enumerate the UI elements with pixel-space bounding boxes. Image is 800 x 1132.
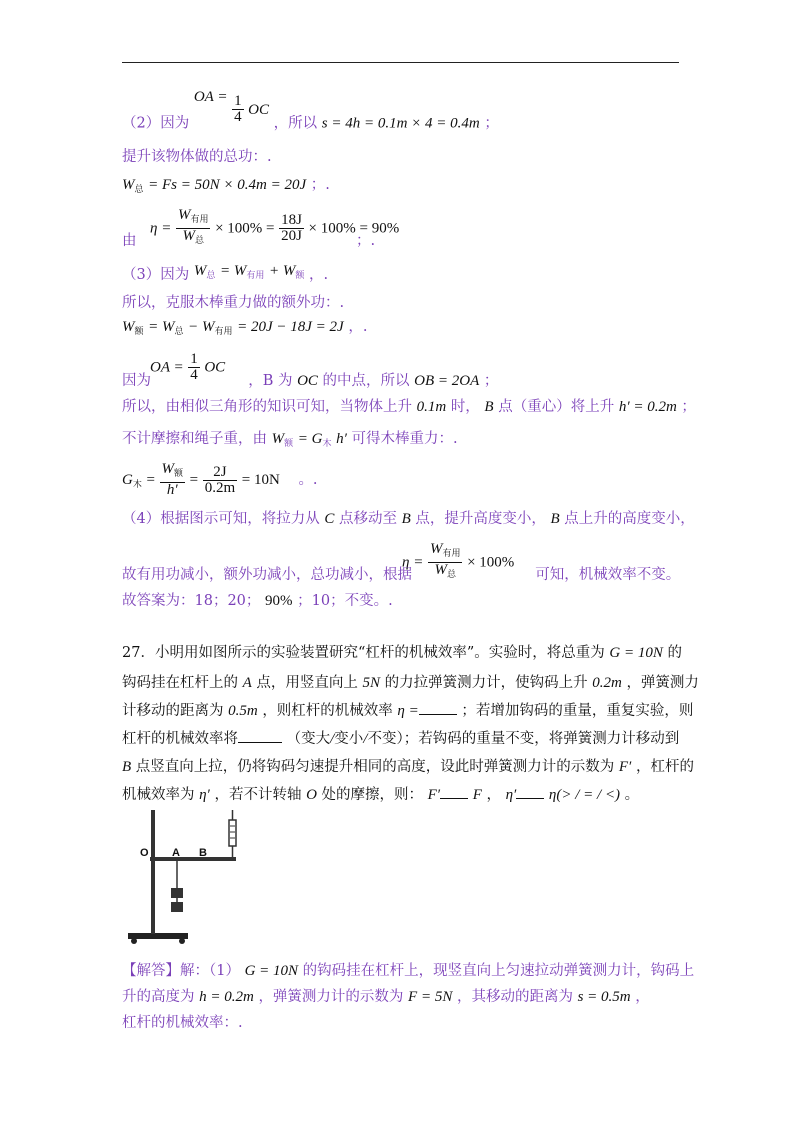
blank-4[interactable] <box>516 798 544 799</box>
g-sub: 木 <box>322 439 332 449</box>
rise1: 0.1m <box>416 399 447 415</box>
p4-den-sub: 总 <box>446 570 456 580</box>
eq-rhs: = W <box>219 263 247 279</box>
similar-a: 所以，由相似三角形的知识可知，当物体上升 <box>122 399 412 415</box>
label-b: B <box>199 847 207 859</box>
q27-f2: F <box>472 787 482 803</box>
q27-l5a: 点竖直向上拉，仍将钩码匀速提升相同的高度，设此时弹簧测力计的示数为 <box>135 759 615 775</box>
q27-s: 0.5m <box>228 703 258 719</box>
minus-w: − W <box>188 319 215 335</box>
blank-1[interactable] <box>419 714 457 715</box>
q27-l3b: ，则杠杆的机械效率 <box>262 703 393 719</box>
rise2: h′ = 0.2m <box>618 399 677 415</box>
part4-line2 <box>122 566 680 584</box>
sol-f: F = 5N <box>408 989 453 1005</box>
g-f2-num: 2J <box>203 465 237 481</box>
w-sub: 总 <box>134 185 144 195</box>
q27-line3 <box>122 702 693 720</box>
q27-f: 5N <box>362 675 381 691</box>
numeric-fraction <box>279 213 304 244</box>
solution-line2 <box>122 988 650 1006</box>
midpoint-text: 的中点，所以 <box>322 373 410 389</box>
lever-apparatus-figure <box>120 808 260 948</box>
q27-fp2: F′ <box>427 787 441 803</box>
p4-l2a: 故有用功减小，额外功减小，总功减小，根据 <box>122 567 412 583</box>
oc-symbol: OC <box>248 101 270 118</box>
sol-l2c: ，其移动的距离为 <box>456 989 573 1005</box>
q27-l3c: ；若增加钩码的重量，重复实验，则 <box>461 703 694 719</box>
label-a: A <box>172 847 180 859</box>
g-numeric-fraction <box>203 465 237 496</box>
stand-rod <box>151 810 155 934</box>
q27-l1a: 27．小明用如图所示的实验装置研究“杠杆的机械效率”。实验时，将总重为 <box>122 645 605 661</box>
oc-mid: OC <box>297 373 318 389</box>
w-eq-g: W <box>271 431 285 447</box>
part3-midpoint-line <box>122 372 498 390</box>
part3-label: （3）因为 <box>122 267 190 283</box>
friction-b: 可得木棒重力：. <box>351 431 458 447</box>
q27-line2 <box>122 674 699 692</box>
q27-fprime: F′ <box>618 759 632 775</box>
q27-o: O <box>306 787 317 803</box>
w-extra-eq: = W <box>148 319 175 335</box>
g-f2-den: 0.2m <box>204 479 236 496</box>
blank-2[interactable] <box>238 742 282 743</box>
efficiency-result: × 100% = 90% <box>308 220 400 237</box>
q27-line4: 杠杆的机械效率将 （变大/变小/不变）；若钩码的重量不变，将弹簧测力计移动到 <box>122 731 680 747</box>
q27-l6a: 机械效率为 <box>122 787 195 803</box>
q27-etaprime: η′ <box>199 787 210 803</box>
q27-l3a: 计移动的距离为 <box>122 703 224 719</box>
semicolon: ； <box>484 115 499 132</box>
f2-den: 20J <box>281 228 302 244</box>
part2-label: （2）因为 <box>122 115 190 132</box>
p4-l1c: 点，提升高度变小， <box>415 511 546 527</box>
friction-a: 不计摩擦和绳子重，由 <box>122 431 267 447</box>
sol-l2b: ，弹簧测力计的示数为 <box>258 989 404 1005</box>
q27-l6c: 处的摩擦，则： <box>321 787 424 803</box>
q27-comma: ， <box>486 787 501 803</box>
b-point-p4: B <box>401 511 411 527</box>
times-100: × 100% = <box>215 220 275 237</box>
p4-l1d: 点上升的高度变小， <box>564 511 695 527</box>
w-total-sub: 总 <box>194 236 204 246</box>
part3-line1: （3）因为 $W_总 = W_{有用} + W_额$ ，. <box>122 263 329 283</box>
answer-line <box>122 592 393 610</box>
oa-fraction <box>194 88 228 106</box>
solution-line3: 杠杆的机械效率：. <box>122 1015 243 1031</box>
b-point2-p4: B <box>550 511 560 527</box>
q27-l2b: 点，用竖直向上 <box>256 675 358 691</box>
part3-end5: 。. <box>298 472 318 488</box>
w-useful-sub: 有用 <box>190 215 209 225</box>
weight-bottom <box>171 902 183 912</box>
answer-b: ；10；不变。. <box>297 593 393 609</box>
q27-l2d: ，弹簧测力 <box>626 675 699 691</box>
lever-rod <box>150 857 236 861</box>
extra-work-text: 所以，克服木棒重力做的额外功：. <box>122 295 345 311</box>
plus-w: + W <box>268 263 296 279</box>
b-text: ，B 为 <box>248 373 293 389</box>
ob-equation: OB = 2OA <box>414 373 480 389</box>
label-o: O <box>140 847 149 859</box>
g-den: h′ <box>166 482 178 498</box>
g-result: = 10N <box>241 472 280 488</box>
g-num-sub: 额 <box>174 469 184 479</box>
extra-work-equation: $W_额 = W_总 - W_{有用} = 20J - 18J = 2J$ ，. <box>122 319 368 337</box>
q27-g: G = 10N <box>609 645 663 661</box>
part4-line1 <box>122 510 695 528</box>
q27-a: A <box>242 675 252 691</box>
g-eq: = <box>146 472 155 488</box>
part3-end2: ，. <box>348 319 368 335</box>
sol-s: s = 0.5m <box>577 989 631 1005</box>
q27-etap2: η′ <box>505 787 517 803</box>
oa-quarter-eq2: OA = $\frac{1}{4}$ OC <box>150 351 226 383</box>
b-point: B <box>484 399 494 415</box>
part2-end: ；. <box>356 233 376 249</box>
sub-extra: 额 <box>295 271 305 281</box>
q27-line6 <box>122 786 639 804</box>
w-symbol: W <box>122 177 135 193</box>
frac-num: 1 <box>234 93 242 109</box>
p4-times: × 100% <box>467 554 515 571</box>
g-num: W <box>161 461 175 477</box>
q27-l4a: 杠杆的机械效率将 <box>122 731 238 747</box>
sol-l2a: 升的高度为 <box>122 989 195 1005</box>
q27-eta: η = <box>397 703 419 719</box>
w-eq-sub: 额 <box>284 439 294 449</box>
q27-line1 <box>122 644 682 662</box>
g-fraction <box>160 462 186 498</box>
p4-num-sub: 有用 <box>442 549 461 559</box>
oa-eq: OA = <box>193 88 228 105</box>
total-work-text: 提升该物体做的总功：. <box>122 149 272 165</box>
sub-useful: 有用 <box>246 271 265 281</box>
q27-l2a: 钩码挂在杠杆上的 <box>122 675 238 691</box>
w-total-rhs: = Fs = 50N × 0.4m = 20J <box>148 177 307 193</box>
quarter-fraction <box>232 94 244 125</box>
blank-3[interactable] <box>440 798 468 799</box>
efficiency-fraction: $\frac{W_{有用}}{W_总}$ <box>177 207 209 246</box>
total-work-equation <box>122 176 330 199</box>
p4-eta-eq: η = <box>402 554 424 571</box>
g-sub2: 木 <box>132 480 142 490</box>
sol-l1b: 的钩码挂在杠杆上，现竖直向上匀速拉动弹簧测力计，钩码上 <box>302 963 695 979</box>
q27-b: B <box>122 759 132 775</box>
part3-end1: ，. <box>308 267 329 283</box>
sol-l2d: ， <box>635 989 650 1005</box>
sol-l1a: 解：（1） <box>180 963 240 979</box>
g-lhs: G <box>122 472 133 488</box>
p4-l1a: （4）根据图示可知，将拉力从 <box>122 511 320 527</box>
q27-line5 <box>122 758 694 776</box>
header-rule <box>122 62 679 63</box>
frac-den: 4 <box>234 109 242 125</box>
f2-num: 18J <box>281 212 302 228</box>
sol-h: h = 0.2m <box>199 989 254 1005</box>
answer-a: 故答案为：18；20； <box>122 593 261 609</box>
q27-h: 0.2m <box>592 675 622 691</box>
q27-l4b: （变大 <box>286 731 331 747</box>
solution-tag: 【解答】 <box>122 963 180 979</box>
stand-foot-right <box>179 938 185 944</box>
because-text: 因为 <box>122 373 151 389</box>
sol-g: G = 10N <box>244 963 299 979</box>
p4-l2b: 可知，机械效率不变。 <box>535 567 681 583</box>
weight-top <box>171 888 183 898</box>
q27-l1b: 的 <box>667 645 682 661</box>
w-extra-val: = 20J − 18J = 2J <box>237 319 344 335</box>
h-prime: h′ <box>336 431 347 447</box>
spring-scale <box>229 820 236 846</box>
similar-triangles-line <box>122 398 696 416</box>
friction-line <box>122 430 458 453</box>
answer-pct: 90% <box>265 593 293 609</box>
similar-c: 点（重心）将上升 <box>498 399 615 415</box>
part3-end3: ； <box>483 373 499 389</box>
q27-l6b: ，若不计转轴 <box>214 787 302 803</box>
q27-end: 。 <box>624 787 640 803</box>
so-text: ，所以 <box>273 115 318 132</box>
you-text: 由 <box>122 233 137 249</box>
part2-line1 <box>122 88 499 139</box>
eta-symbol: η = <box>150 220 172 237</box>
c-point: C <box>324 511 335 527</box>
q27-l2c: 的力拉弹簧测力计，使钩码上升 <box>384 675 588 691</box>
p4-l1b: 点移动至 <box>338 511 397 527</box>
w-total-end: ；. <box>310 177 330 193</box>
q27-l5b: ，杠杆的 <box>635 759 694 775</box>
w-eq-rest: = G <box>297 431 323 447</box>
wood-weight-equation: $G_木$ = $\frac{W_额}{h'}$ = $\frac{2J}{0.2m}$ = 10N 。. <box>122 461 318 498</box>
stand-foot-left <box>131 938 137 944</box>
q27-l4c: 变小 <box>334 731 364 747</box>
s-equation: s = 4h = 0.1m × 4 = 0.4m <box>321 115 480 132</box>
q27-eta-opts: η(> / = / <) <box>548 787 621 803</box>
similar-b: 时， <box>450 399 480 415</box>
q27-l4d: 不变）；若钩码的重量不变，将弹簧测力计移动到 <box>367 731 680 747</box>
part3-end4: ； <box>681 399 696 415</box>
solution-line1 <box>122 962 694 980</box>
stand-base <box>128 933 188 939</box>
part4-eta-formula: η = $\frac{W_{有用}}{W_总}$ × 100% <box>402 541 515 580</box>
